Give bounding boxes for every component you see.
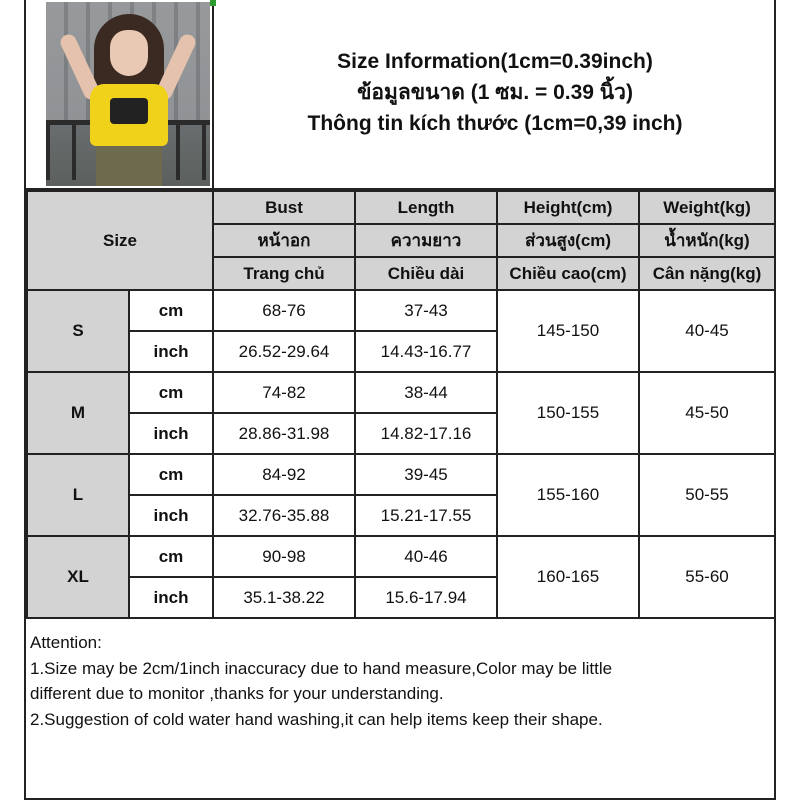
weight-value: 40-45: [639, 290, 775, 372]
col-length-th: ความยาว: [355, 224, 497, 257]
table-row: [27, 372, 775, 413]
col-weight-th: น้ำหนัก(kg): [639, 224, 775, 257]
unit-inch: inch: [129, 413, 213, 454]
bust-cm: 74-82: [213, 372, 355, 413]
weight-value: 55-60: [639, 536, 775, 618]
bust-cm: 68-76: [213, 290, 355, 331]
length-cm: 40-46: [355, 536, 497, 577]
title-vi: Thông tin kích thước (1cm=0,39 inch): [307, 112, 683, 135]
table-row: [27, 536, 775, 577]
col-weight-vi: Cân nặng(kg): [639, 257, 775, 290]
title-th: ข้อมูลขนาด (1 ซม. = 0.39 นิ้ว): [357, 81, 633, 104]
bust-inch: 32.76-35.88: [213, 495, 355, 536]
bust-inch: 28.86-31.98: [213, 413, 355, 454]
length-inch: 14.43-16.77: [355, 331, 497, 372]
header-row-en: [27, 191, 775, 224]
attention-notes: [30, 630, 770, 732]
note-line: different due to monitor ,thanks for your understanding.: [30, 684, 444, 703]
length-cm: 37-43: [355, 290, 497, 331]
notes-heading: Attention:: [30, 633, 102, 652]
col-bust-en: Bust: [213, 191, 355, 224]
table-row: [27, 454, 775, 495]
title-en: Size Information(1cm=0.39inch): [337, 50, 653, 73]
header-divider: [212, 0, 214, 190]
unit-cm: cm: [129, 290, 213, 331]
length-inch: 14.82-17.16: [355, 413, 497, 454]
unit-inch: inch: [129, 495, 213, 536]
size-table: [26, 190, 776, 619]
col-height-vi: Chiều cao(cm): [497, 257, 639, 290]
col-length-vi: Chiều dài: [355, 257, 497, 290]
size-label: M: [27, 372, 129, 454]
unit-cm: cm: [129, 454, 213, 495]
green-marker: [210, 0, 216, 6]
size-label: XL: [27, 536, 129, 618]
col-height-th: ส่วนสูง(cm): [497, 224, 639, 257]
bust-inch: 26.52-29.64: [213, 331, 355, 372]
height-value: 145-150: [497, 290, 639, 372]
length-inch: 15.21-17.55: [355, 495, 497, 536]
height-value: 150-155: [497, 372, 639, 454]
unit-inch: inch: [129, 577, 213, 618]
product-photo: [46, 2, 210, 186]
col-height-en: Height(cm): [497, 191, 639, 224]
length-cm: 38-44: [355, 372, 497, 413]
weight-value: 45-50: [639, 372, 775, 454]
col-bust-th: หน้าอก: [213, 224, 355, 257]
table-row: [27, 290, 775, 331]
size-info-title: [216, 46, 774, 139]
note-line: 2.Suggestion of cold water hand washing,it can help items keep their shape.: [30, 709, 603, 729]
col-length-en: Length: [355, 191, 497, 224]
bust-cm: 90-98: [213, 536, 355, 577]
col-bust-vi: Trang chủ: [213, 257, 355, 290]
header: [26, 0, 774, 190]
height-value: 155-160: [497, 454, 639, 536]
length-inch: 15.6-17.94: [355, 577, 497, 618]
note-line: 1.Size may be 2cm/1inch inaccuracy due to hand measure,Color may be little: [30, 658, 613, 678]
height-value: 160-165: [497, 536, 639, 618]
size-header: Size: [27, 191, 213, 290]
bust-cm: 84-92: [213, 454, 355, 495]
size-label: S: [27, 290, 129, 372]
unit-cm: cm: [129, 536, 213, 577]
size-chart-sheet: [24, 0, 776, 800]
col-weight-en: Weight(kg): [639, 191, 775, 224]
unit-cm: cm: [129, 372, 213, 413]
unit-inch: inch: [129, 331, 213, 372]
size-label: L: [27, 454, 129, 536]
weight-value: 50-55: [639, 454, 775, 536]
length-cm: 39-45: [355, 454, 497, 495]
bust-inch: 35.1-38.22: [213, 577, 355, 618]
